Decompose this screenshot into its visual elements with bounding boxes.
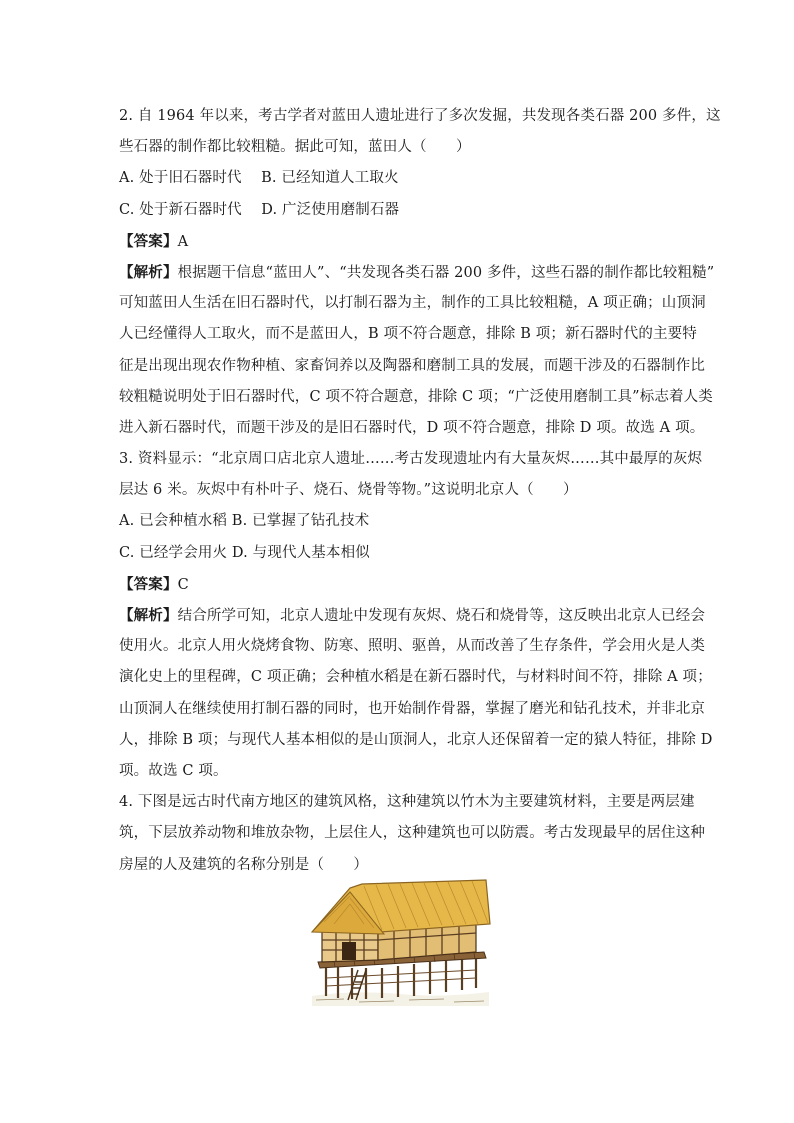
q2-analysis-line-1 bbox=[119, 257, 715, 288]
q3-analysis-line-6: 项。故选 C 项。 bbox=[119, 762, 228, 779]
q3-answer bbox=[119, 569, 679, 600]
document-body bbox=[119, 101, 721, 881]
q3-analysis-line-3: 演化史上的里程碑，C 项正确；会种植水稻是在新石器时代，与材料时间不符，排除 A 项； bbox=[119, 669, 712, 686]
q2-analysis-line-5: 较粗糙说明处于旧石器时代，C 项不符合题意，排除 C 项；“广泛使用磨制工具”标志着人类 bbox=[119, 388, 713, 405]
q2-analysis-text-1: 根据题干信息“蓝田人”、“共发现各类石器 200 多件，这些石器的制作都比较粗糙” bbox=[177, 264, 715, 281]
q3-answer-value: C bbox=[177, 576, 189, 593]
q2-analysis-label: 【解析】 bbox=[119, 263, 178, 281]
q3-stem-line-2: 层达 6 米。灰烬中有朴叶子、烧石、烧骨等物。”这说明北京人（ ） bbox=[119, 482, 578, 499]
q3-answer-label: 【答案】 bbox=[119, 575, 178, 593]
q3-options-line-2: C. 已经学会用火 D. 与现代人基本相似 bbox=[119, 544, 370, 561]
q2-options-line-1: A. 处于旧石器时代 B. 已经知道人工取火 bbox=[119, 170, 399, 187]
q3-stem-line-1: 3. 资料显示：“北京周口店北京人遗址……考古发现遗址内有大量灰烬……其中最厚的灰烬 bbox=[119, 451, 703, 468]
q3-analysis-line-1 bbox=[119, 600, 706, 631]
q2-analysis-line-3: 人已经懂得人工取火，而不是蓝田人，B 项不符合题意，排除 B 项；新石器时代的主要特 bbox=[119, 326, 697, 343]
q3-analysis-label: 【解析】 bbox=[119, 607, 178, 624]
q3-analysis-line-5: 人，排除 B 项；与现代人基本相似的是山顶洞人，北京人还保留着一定的猿人特征，排除 D bbox=[119, 731, 713, 748]
q2-answer-value: A bbox=[177, 233, 189, 250]
q2-stem-line-2: 些石器的制作都比较粗糙。据此可知，蓝田人（ ） bbox=[119, 139, 471, 156]
q2-analysis-line-2: 可知蓝田人生活在旧石器时代，以打制石器为主，制作的工具比较粗糙，A 项正确；山顶洞 bbox=[119, 295, 706, 312]
stilt-house-illustration bbox=[304, 878, 494, 1008]
stilt-house-icon bbox=[304, 878, 494, 1008]
q3-analysis-line-2: 使用火。北京人用火烧烤食物、防寒、照明、驱兽，从而改善了生存条件，学会用火是人类 bbox=[119, 638, 705, 655]
q4-stem-line-1: 4. 下图是远古时代南方地区的建筑风格，这种建筑以竹木为主要建筑材料，主要是两层建 bbox=[119, 794, 695, 811]
q2-answer bbox=[119, 226, 679, 257]
q4-stem-line-2: 筑，下层放养动物和堆放杂物，上层住人，这种建筑也可以防震。考古发现最早的居住这种 bbox=[119, 825, 705, 842]
q2-analysis-line-6: 进入新石器时代，而题干涉及的是旧石器时代，D 项不符合题意，排除 D 项。故选 A 项。 bbox=[119, 419, 705, 436]
q3-analysis-text-1: 结合所学可知，北京人遗址中发现有灰烬、烧石和烧骨等，这反映出北京人已经会 bbox=[177, 608, 706, 624]
q3-analysis-line-4: 山顶洞人在继续使用打制石器的同时，也开始制作骨器，掌握了磨光和钻孔技术，并非北京 bbox=[119, 700, 705, 717]
q2-answer-label: 【答案】 bbox=[119, 232, 178, 250]
q3-options-line-1: A. 已会种植水稻 B. 已掌握了钻孔技术 bbox=[119, 513, 370, 530]
q2-analysis-line-4: 征是出现出现农作物种植、家畜饲养以及陶器和磨制工具的发展，而题干涉及的石器制作比 bbox=[119, 357, 705, 374]
q2-options-line-2: C. 处于新石器时代 D. 广泛使用磨制石器 bbox=[119, 201, 400, 218]
q2-stem-line-1: 2. 自 1964 年以来，考古学者对蓝田人遗址进行了多次发掘，共发现各类石器 200 多件，这 bbox=[119, 108, 721, 124]
q4-stem-line-3: 房屋的人及建筑的名称分别是（ ） bbox=[119, 856, 369, 873]
